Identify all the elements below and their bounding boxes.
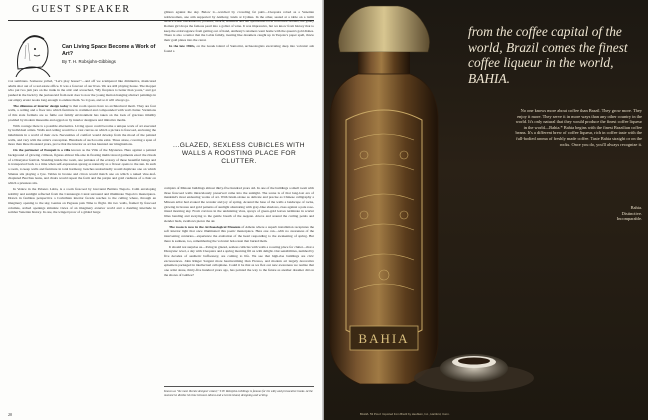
ad-tagline [580,205,642,222]
ad-credit-line: BAHIA. 53 Proof. Imported from Brazil by Heublein, Inc., Hartford, Conn. [360,412,450,416]
paragraph: It should not surprise us—living in glazed, sexless cubicles with walls a roosting place for clutter—that a Dionysiac revel, a day with Cleopatra and a spring morning fill us with delight. Our sensibilities, numbed by five decades of aesthetic buffoonery, are coming to life. We see that high-rise buildings are civic excrescences. John Ringer Sargent more heartwarming than Picasso, and modern art largely decorative ephemera packaged in intellectual cellophane. Could it be that as we flex our new awareness we realize that one artist alone, thirty-five hundred years ago, has pointed the way to the future as another dreamer did on the shores of Galilee? [164,244,314,277]
ad-headline: from the coffee capital of the world, Brazil comes the finest coffee liqueur in the world, BAHIA. [468,24,628,86]
article-column-1 [8,79,156,412]
paragraph: vox sembrans. Someone yelled, "Let's play house!"—and off we scampered like diminutive, manicured adults shot out of a real estate office. It was a forecast of our lives. We are still playing house. The moppet who put two jam jars on the trunk in the attic and screeched, "My fireplace is better than yours," and got pushed in the back by the jealous kid from next door is now the young matron hanging abstract paintings in our empty ersatz nooks long enough to endure them. So it goes, and so it will always go. [8,79,156,102]
author-portrait-icon [8,25,58,77]
paragraph: With courage there is a possible alternative. Living space could become a unique work of art executed by individual artists. Walls and ceiling would be a vast canvas on which a picture is frescoed, enclosing the inhabitants in a world of their own. Necessities of comfort would develop from the mood of the painted walls, and vary with the artist's conception. Hundreds of such rooms exist. Three alone, covering a span of more than three thousand years, prove that the interior as art has haunted our imaginations. [8,123,156,147]
ad-tagline-line: Bahia. [630,205,642,210]
author-footnote: Known as "the most literate designer extant," T. H. Robsjohn-Gibbings is famous for his witty and provocative books. At the moment he divides his time between Athens and a Greek island, designing and writing. [164,389,313,397]
pull-quote: ...GLAZED, SEXLESS CUBICLES WITH WALLS A ROOSTING PLACE FOR CLUTTER. [173,142,305,165]
footnote-rule [164,386,314,387]
article-title: Can Living Space Become a Work of Art? [62,44,156,57]
paragraph: The room is now in the Archaeological Museum of Athens where a superb installation recaptures the soft interior light that once illuminated this poetic masterpiece. Here one can—with no awareness of the intervening centuries—experience the exaltation of the heart responding to the awakening of spring. But there is sadness, too, remembering the volcanic holocaust that buried them. [164,224,314,243]
ad-tagline-line: Incomparable. [616,216,642,222]
paragraph: The dilemma of interior design today is that room spaces have no architectural merit. They are four walls, a ceiling and a floor into which furniture is crammed and compounded with wall clutter. Variations of this stale formula are so futile our family environment has taken on the look of gracious timidity prodded by modern museums and egged on by interior designers and imitative media. [8,103,156,122]
paragraph: complex of Minoan buildings almost thirty-five hundred years old. In one of the buildings a small room with three frescoed walls miraculously preserved came into the sunlight. The scene is of that long-lost era of mankind's most endearing works of art. With brush-stroke as delicate and precise as Chinese calligraphy a Minoan artist had evoked the wonder and joy of spring. Around the base of the walls a landscape of rocks, glowing in bronze and gold patterns of sunlight alternating with gray-blue shadows, rises against a pale rose-tinted morning sky. From crevices in the undulating vista, sprays of green-gold leaves terminate in scarlet lilies bending and swaying to the gentle breath of the Aegean. Above and around the curling petals and slender buds, swallows pierce the air. [164,186,314,223]
page-number: 20 [8,412,12,417]
bottle-label-text: BAHIA [358,331,410,346]
ad-body-copy: No one knows more about coffee than Brazil. They grow more. They enjoy it more. They serve it in more ways than any other country in the world. It's only natural that they would produce the finest coffee liqueur in the world—Bahia.* Bahia begins with the finest Brazilian coffee beans. It's a different brew of coffee liqueur, rich in coffee taste with the full-bodied aroma of freshly made coffee. Taste Bahia straight or on the rocks. Once you do, you'll always recognize it. [515,108,642,147]
article-column-3 [164,186,314,384]
article-column-2 [164,10,314,140]
article-author: By T. H. Robsjohn-Gibbings [62,59,116,64]
ad-tagline-line: Distinctive. [621,210,642,216]
paragraph: On the perimeter of Pompeii is a villa known as the Villa of the Mysteries. Here against a painted background of glowing crimson, figures almost life-size in floating multicolored garments enact the rituals of a Dionysiac festival. Standing inside the room, one partakes of the ecstasy of these beautiful beings and is transported back to a time when self-expression sprang as naturally as a flower opens to the sun. In such a room, to keep walls and furniture in total harmony, benches undoubtedly would duplicate one on which Silenus sits playing a lyre. Tables in bronze and citron would match one on which a naked vine-leaf-chapleted Bacchus leans, and chairs would repeat the form and the purple and gold cushions of a chair on which a priestess sits. [8,148,156,185]
paragraph: glitters against the sky. Below it—watched by crowding fat putti—Cleopatra robed as a Venetian noblewoman, one arm supported by Anthony, lands at Cydnus. In the other, seated at a table on a twilit terrace while blackamoors, poodles, dwarfs, sentinels and her spellbound lover hold their breaths, the gaudy Roman girl drops the famous pearl into a goblet of wine. It was impressive, but we know from history that to keep the extravagance from getting out of hand, Anthony's retainers went home with the queen's gold dishes. There is also a rumor that the Labia family, treating like dreamers caught up in Tiepolo's paper spell, threw their gold plates into the canal. [164,10,314,42]
paragraph: In the late 1960s, on the Greek island of Santorini, archaeologists excavating deep into volcanic ash found a [164,43,314,53]
masthead-title: GUEST SPEAKER [32,4,131,15]
paragraph: In Venice in the Palazzo Labia, is a room frescoed by Giovanni Battista Tiepolo. Calm enveloping nobility and sunlight reflected from the Cannaregio Canal surround and illuminate Tiepolo's masterpiece. Drawn in faultless perspective a Corinthian interior facade reaches to the ceiling where, through an imaginary opening to the sky, Genius on Pegasus puts Time to flight. On two walls, framed by frescoed columns, arched openings simulate views of an imaginary exterior world and a dazzling interlude in somber Venetian history. In one, the winged prow of a gilded barge [8,187,156,215]
